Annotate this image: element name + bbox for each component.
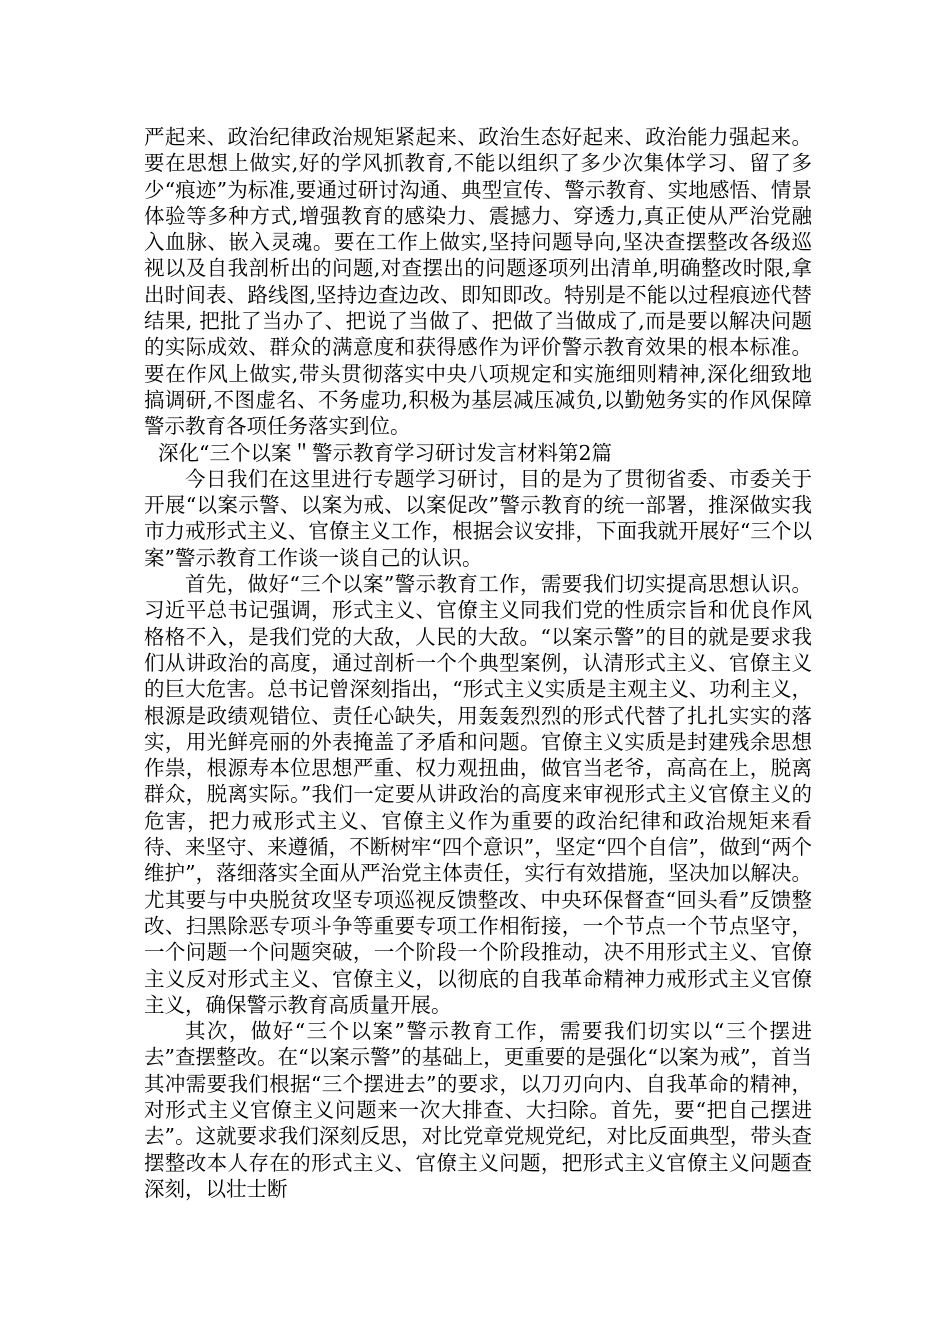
paragraph-first-point: 首先，做好“三个以案”警示教育工作，需要我们切实提高思想认识。习近平总书记强调，形式主义、官僚主义同我们党的性质宗旨和优良作风格格不入，是我们党的大敌，人民的大敌。“以案示警”的目的就是要求我们从讲政治的高度，通过剖析一个个典型案例，认清形式主义、官僚主义的巨大危害。总书记曾深刻指出，“形式主义实质是主观主义、功利主义，根源是政绩观错位、责任心缺失，用轰轰烈烈的形式代替了扎扎实实的落实，用光鲜亮丽的外表掩盖了矛盾和问题。官僚主义实质是封建残余思想作祟，根源寿本位思想严重、权力观扭曲，做官当老爷，高高在上，脱离群众，脱离实际。”我们一定要从讲政治的高度来审视形式主义官僚主义的危害，把力戒形式主义、官僚主义作为重要的政治纪律和政治规矩来看待、来坚守、来遵循，不断树牢“四个意识”，坚定“四个自信”，做到“两个维护”，落细落实全面从严治党主体责任，实行有效措施，坚决加以解决。尤其要与中央脱贫攻坚专项巡视反馈整改、中央环保督查“回头看”反馈整改、扫黑除恶专项斗争等重要专项工作相衔接，一个节点一个节点坚守，一个问题一个问题突破，一个阶段一个阶段推动，决不用形式主义、官僚主义反对形式主义、官僚主义，以彻底的自我革命精神力戒形式主义官僚主义，确保警示教育高质量开展。 — [144, 572, 812, 1017]
section-heading: 深化“三个以案＂警示教育学习研讨发言材料第2篇 — [158, 440, 613, 465]
document-body — [144, 124, 812, 1202]
paragraph-continuation: 严起来、政治纪律政治规矩紧起来、政治生态好起来、政治能力强起来。要在思想上做实,好的学风抓教育,不能以组织了多少次集体学习、留了多少“痕迹”为标准,要通过研讨沟通、典型宣传、警示教育、实地感悟、情景体验等多种方式,增强教育的感染力、震撼力、穿透力,真正使从严治党融入血脉、嵌入灵魂。要在工作上做实,坚持问题导向,坚决查摆整改各级巡视以及自我剖析出的问题,对查摆出的问题逐项列出清单,明确整改时限,拿出时间表、路线图,坚持边查边改、即知即改。特别是不能以过程痕迹代替结果, 把批了当办了、把说了当做了、把做了当做成了,而是要以解决问题的实际成效、群众的满意度和获得感作为评价警示教育效果的根本标准。要在作风上做实,带头贯彻落实中央八项规定和实施细则精神,深化细致地搞调研,不图虚名、不务虚功,积极为基层减压减负,以勤勉务实的作风保障警示教育各项任务落实到位。 — [144, 125, 812, 439]
paragraph-intro: 今日我们在这里进行专题学习研讨，目的是为了贯彻省委、市委关于开展“以案示警、以案为戒、以案促改”警示教育的统一部署，推深做实我市力戒形式主义、官僚主义工作，根据会议安排，下面我就开展好“三个以案”警示教育工作谈一谈自己的认识。 — [144, 466, 812, 570]
paragraph-second-point: 其次，做好“三个以案”警示教育工作，需要我们切实以“三个摆进去”查摆整改。在“以案示警”的基础上，更重要的是强化“以案为戒”，首当其冲需要我们根据“三个摆进去”的要求，以刀刃向内、自我革命的精神，对形式主义官僚主义问题来一次大排查、大扫除。首先，要“把自己摆进去”。这就要求我们深刻反思，对比党章党规党纪，对比反面典型，带头查摆整改本人存在的形式主义、官僚主义问题，把形式主义官僚主义问题查深刻，以壮士断 — [144, 1019, 812, 1201]
